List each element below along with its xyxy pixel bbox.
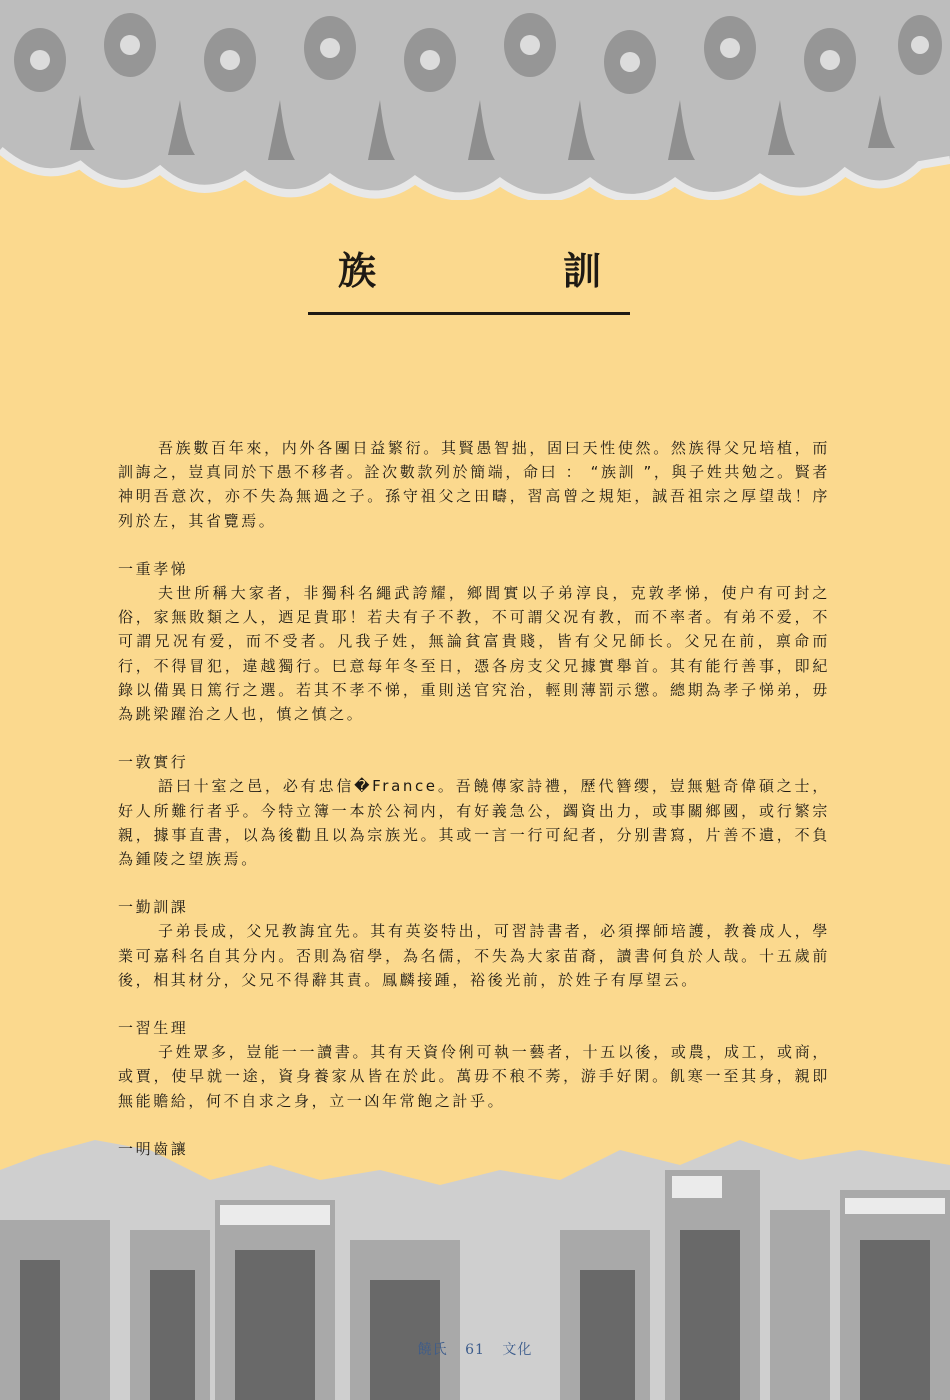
- section-heading: 一勤訓課: [118, 898, 189, 917]
- page-title: [308, 248, 630, 315]
- section-diligent-study: [118, 895, 830, 992]
- section-sincere-conduct: [118, 750, 830, 871]
- section-seniority: [118, 1137, 830, 1161]
- section-heading: 一重孝悌: [118, 559, 189, 578]
- section-heading: 一敦實行: [118, 753, 189, 772]
- section-livelihood: [118, 1016, 830, 1113]
- page-footer: [0, 1339, 950, 1359]
- section-filial-piety: [118, 557, 830, 726]
- section-text: 子姓眾多，豈能一一讀書。其有天資伶俐可執一藝者，十五以後，或農，成工，或商，或賈，使早就一途，資身養家从皆在於此。萬毋不稂不莠，游手好閑。飢寒一至其身，親即無能贍給，何不自求之身，立一凶年常飽之計乎。: [118, 1043, 830, 1110]
- intro-paragraph: 吾族數百年來，内外各團日益繁衍。其賢愚智拙，固曰天性使然。然族得父兄培植，而訓誨之，豈真同於下愚不移者。詮次數款列於簡端，命曰 ： “族訓 ”，與子姓共勉之。賢者神明吾意次，亦不失為無過之子。孫守祖父之田疇，習高曾之規矩，誠吾祖宗之厚望哉！序列於左，其省覽焉。: [118, 439, 830, 530]
- section-text: 語曰十室之邑，必有忠信�France。吾饒傳家詩禮，歷代簪缨，豈無魁奇偉碩之士，好人所難行者乎。今特立簿一本於公祠内，有好義急公，蠲資出力，或事關鄉國，或行繁宗親，據事直書，以為後勸且以為宗族光。其或一言一行可紀者，分别書寫，片善不遺，不負為鍾陵之望族焉。: [118, 777, 830, 869]
- title-char-2: 訓: [563, 249, 602, 293]
- page-number: 61: [465, 1342, 485, 1358]
- section-heading: 一明齒讓: [118, 1139, 189, 1158]
- footer-publication: 饒氏: [417, 1342, 448, 1358]
- title-char-1: 族: [338, 249, 377, 293]
- section-text: 子弟長成，父兄教誨宜先。其有英姿特出，可習詩書者，必須擇師培護，教養成人，學業可嘉科名自其分内。否則為宿學，為名儒，不失為大家苗裔，讀書何負於人哉。十五歲前後，相其材分，父兄不得辭其責。鳳麟接踵，裕後光前，於姓子有厚望云。: [118, 922, 830, 989]
- section-heading: 一習生理: [118, 1019, 189, 1038]
- article-body: [118, 436, 830, 1161]
- roof-tiles-decoration: [0, 0, 950, 200]
- section-text: 夫世所稱大家者，非獨科名繩武誇耀，鄉閭實以子弟淳良，克敦孝悌，使户有可封之俗，家無敗類之人，迺足貴耶！若夫有子不教，不可謂父况有教，而不率者。有弟不爱，不可謂兄况有爱，而不受者。凡我子姓，無論貧富貴賤，皆有父兄師长。父兄在前，禀命而行，不得冒犯，違越獨行。巳意每年冬至日，憑各房支父兄據實舉首。其有能行善事，即紀錄以備異日篤行之選。若其不孝不悌，重則送官究治，輕則薄罰示懲。總期為孝子悌弟，毋為跳梁躍治之人也，慎之慎之。: [118, 584, 830, 724]
- footer-section: 文化: [502, 1342, 533, 1358]
